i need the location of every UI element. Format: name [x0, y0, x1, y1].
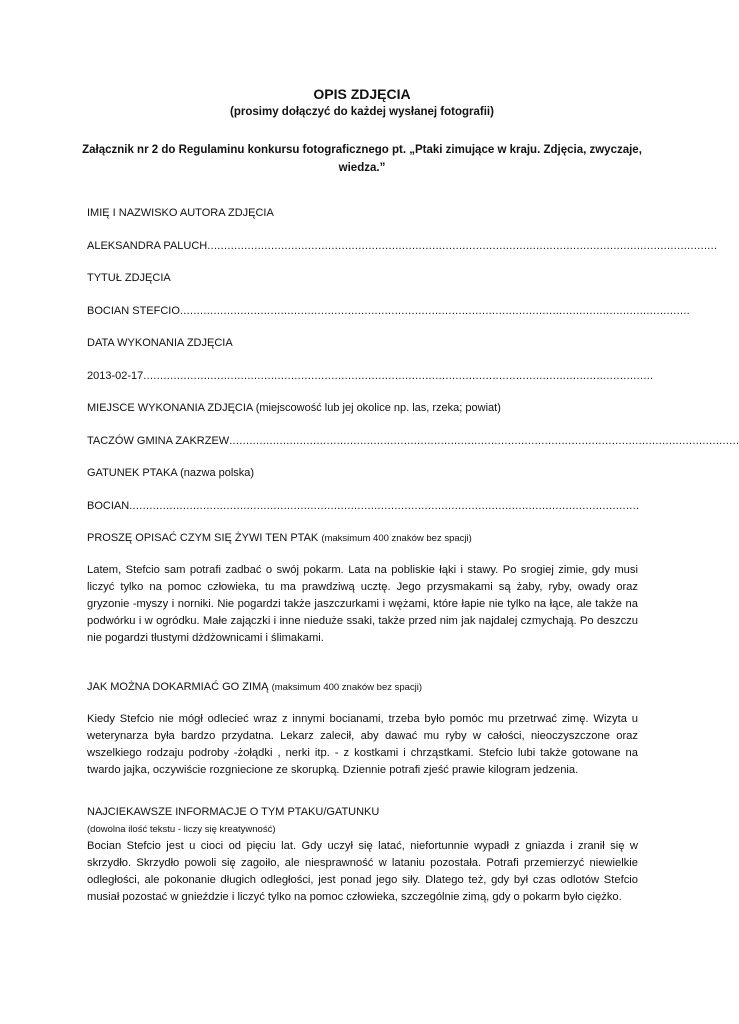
author-value: ALEKSANDRA PALUCH [87, 240, 208, 252]
fill-dots: ........................................................................................................................................................ [143, 370, 654, 382]
winter-text: Kiedy Stefcio nie mógł odlecieć wraz z innymi bocianami, trzeba było pomóc mu przetrwać zimę. Wizyta u weterynarza była bardzo przydatna. Lekarz zalecił, aby dawać mu ryby w całości, nieoczyszczone oraz wszelkiego rodzaju podroby -żołądki , nerki itp. - z kostkami i chrząstkami. Stefcio lubi także gotowane na twardo jajka, oczywiście rozgniecione ze skorupką. Dziennie potrafi zjeść prawie kilogram jedzenia. [87, 713, 638, 776]
page-title: OPIS ZDJĘCIA [313, 86, 411, 102]
fill-dots: ........................................................................................................................................................ [207, 240, 718, 252]
date-label: DATA WYKONANIA ZDJĘCIA [87, 337, 233, 349]
diet-label: PROSZĘ OPISAĆ CZYM SIĘ ŻYWI TEN PTAK [87, 532, 319, 544]
author-label: IMIĘ I NAZWISKO AUTORA ZDJĘCIA [87, 207, 274, 219]
species-value: BOCIAN [87, 500, 130, 512]
photo-title-value: BOCIAN STEFCIO [87, 305, 180, 317]
diet-limit: (maksimum 400 znaków bez spacji) [321, 533, 472, 544]
winter-label: JAK MOŻNA DOKARMIAĆ GO ZIMĄ [87, 681, 269, 693]
winter-limit: (maksimum 400 znaków bez spacji) [271, 682, 423, 693]
fill-dots: ........................................................................................................................................................ [129, 500, 640, 512]
place-label-line [87, 402, 501, 414]
fill-dots: ........................................................................................................................................................ [229, 435, 739, 447]
winter-label-line [87, 681, 422, 693]
facts-label: NAJCIEKAWSZE INFORMACJE O TYM PTAKU/GATUNKU [87, 806, 380, 818]
place-value: TACZÓW GMINA ZAKRZEW [87, 435, 230, 447]
facts-text: Bocian Stefcio jest u cioci od pięciu lat. Gdy uczył się latać, niefortunnie wypadł z gniazda i zranił się w skrzydło. Skrzydło powoli się zagoiło, ale niesprawność w lataniu pozostała. Potrafi przemierzyć niewielkie odległości, ale pokonanie długich odległości, jest ponad jego siły. Dlatego też, gdy był czas odlotów Stefcio musiał pozostać w gnieździe i liczyć tylko na pomoc człowieka, szczególnie zimą, gdy o pokarm było ciężko. [87, 840, 638, 903]
facts-note: (dowolna ilość tekstu - liczy się kreatywność) [87, 824, 276, 835]
date-value: 2013-02-17 [87, 370, 144, 382]
fill-dots: ........................................................................................................................................................ [179, 305, 691, 317]
page-subtitle: (prosimy dołączyć do każdej wysłanej fotografii) [230, 106, 494, 118]
annex-heading: Załącznik nr 2 do Regulaminu konkursu fotograficznego pt. „Ptaki zimujące w kraju. Zdjęcia, zwyczaje, wiedza.” [82, 144, 642, 174]
place-label: MIEJSCE WYKONANIA ZDJĘCIA [87, 402, 253, 414]
photo-title-label: TYTUŁ ZDJĘCIA [87, 272, 171, 284]
place-hint: (miejscowość lub jej okolice np. las, rzeka; powiat) [255, 402, 501, 414]
place-field [87, 435, 739, 447]
species-label: GATUNEK PTAKA (nazwa polska) [87, 467, 255, 479]
photo-title-field [87, 305, 691, 317]
diet-text: Latem, Stefcio sam potrafi zadbać o swój pokarm. Lata na pobliskie łąki i stawy. Po srogiej zimie, gdy musi liczyć tylko na pomoc człowieka, tu ma prawdziwą ucztę. Jego przysmakami są żaby, ryby, owady oraz gryzonie -myszy i norniki. Nie pogardzi także jaszczurkami i wężami, które łapie nie tylko na łące, ale także na podwórku i w ogródku. Małe zajączki i inne nieduże ssaki, także przed nim jak najdalej czmychają. Po deszczu nie pogardzi tłustymi dżdżownicami i ślimakami. [87, 564, 638, 644]
date-field [87, 370, 654, 382]
diet-label-line [87, 532, 472, 544]
species-field [87, 500, 640, 512]
author-field [87, 240, 718, 252]
